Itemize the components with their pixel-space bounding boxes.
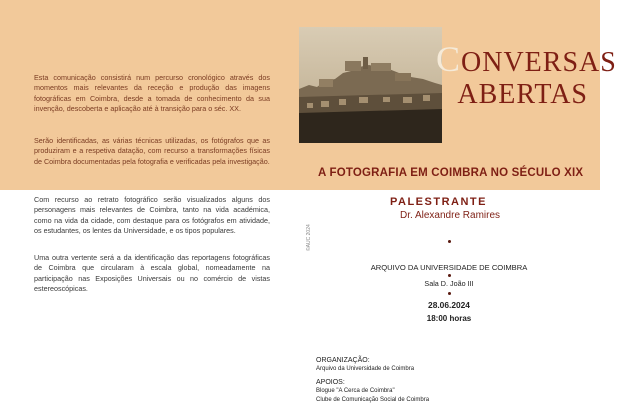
title-initial: C — [436, 39, 462, 79]
reportage-paragraph: Uma outra vertente será a da identificação das reportagens fotográficas de Coimbra que circularam à escala global, nomeadamente na participação nas Exposições Universais ou no comércio de vistas estereoscópicas. — [34, 253, 270, 294]
title-line2: ABERTAS — [457, 79, 588, 110]
speaker-label: PALESTRANTE — [390, 196, 487, 208]
venue-room: Sala D. João III — [424, 279, 474, 288]
support-heading: APOIOS: — [316, 379, 345, 386]
portrait-paragraph: Com recurso ao retrato fotográfico serão visualizados alguns dos personagens mais relevantes de Coimbra, tanto na vida académica, como na vida da cidade, com destaque para os fotógrafos em atividade, os estudantes, os lentes da Universidade, e os tipos populares. — [34, 195, 270, 236]
event-series-title — [436, 39, 617, 111]
speaker-name: Dr. Alexandre Ramires — [399, 210, 501, 221]
intro-paragraph: Esta comunicação consistirá num percurso cronológico através dos momentos mais relevantes da receção e produção das imagens fotográficas em Coimbra, desde a tomada de conhecimento da sua invenção, descoberta e aplicação até à transição para o séc. XX. — [34, 73, 270, 114]
techniques-paragraph: Serão identificadas, as várias técnicas utilizadas, os fotógrafos que as produziram e a respetiva datação, com recurso a transformações físicas de Coimbra documentadas pela fotografia e verificadas pela investigação. — [34, 136, 270, 166]
separator-dot — [448, 292, 451, 295]
support-item: Clube de Comunicação Social de Coimbra — [316, 397, 430, 403]
support-item: Blogue "A Cerca de Coimbra" — [316, 388, 395, 394]
organization-name: Arquivo da Universidade de Coimbra — [316, 366, 415, 372]
copyright-credit: ©AUC 2024 — [306, 224, 312, 251]
separator-dot — [448, 274, 451, 277]
event-time: 18:00 horas — [426, 314, 472, 323]
event-date: 28.06.2024 — [428, 300, 470, 310]
venue-name: ARQUIVO DA UNIVERSIDADE DE COIMBRA — [370, 263, 528, 272]
title-line1: ONVERSAS — [461, 47, 617, 78]
separator-dot — [448, 240, 451, 243]
lecture-subtitle: A FOTOGRAFIA EM COIMBRA NO SÉCULO XIX — [318, 167, 584, 179]
organization-heading: ORGANIZAÇÃO: — [316, 357, 370, 364]
coimbra-historic-photo — [299, 27, 442, 143]
